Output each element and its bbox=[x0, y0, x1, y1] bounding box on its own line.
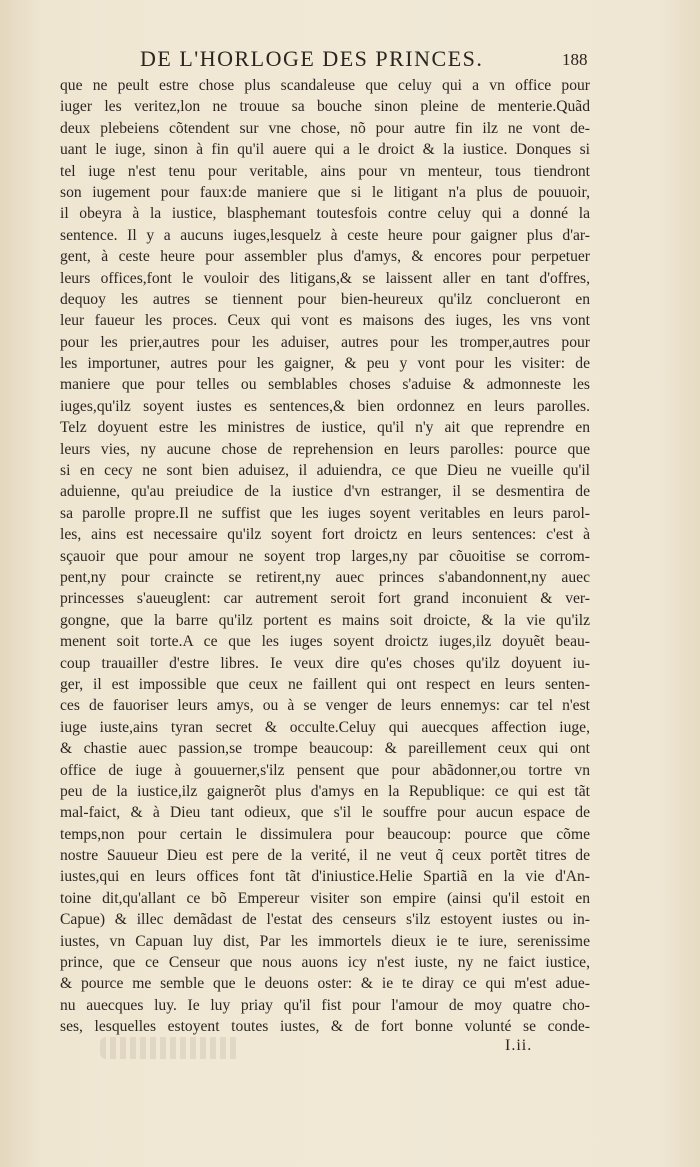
text-line: prince, que ce Censeur que nous auons icy n'est iuste, ny ne faict iustice, bbox=[60, 954, 590, 972]
running-head bbox=[0, 44, 700, 76]
text-line: aduienne, qu'au preiudice de la iustice d'vn estranger, il se desmentira de bbox=[60, 483, 590, 501]
text-line: menent soit torte.A ce que les iuges soyent droictz iuges,ilz doyuẽt beau- bbox=[60, 633, 590, 651]
text-line: mal-faict, & à Dieu tant odieux, que s'il le souffre pour aucun espace de bbox=[60, 804, 590, 822]
text-line: iustes,qui en leurs offices font tãt d'iniustice.Helie Spartiã en la vie d'An- bbox=[60, 868, 590, 886]
text-line: pent,ny pour craincte se retirent,ny auec princes s'abandonnent,ny auec bbox=[60, 568, 590, 586]
signature-mark: I.ii. bbox=[505, 1037, 533, 1054]
text-line: gongne, que la barre qu'ilz portent es mains soit droicte, & la vie qu'ilz bbox=[60, 611, 590, 629]
text-line: pour les prier,autres pour les aduiser, autres pour les tromper,autres pour bbox=[60, 333, 590, 351]
text-line: ger, il est impossible que ceux ne faillent qui ont respect en leurs senten- bbox=[60, 675, 590, 693]
text-line: ces de fauoriser leurs amys, ou à se venger de leurs ennemys: car tel n'est bbox=[60, 697, 590, 715]
text-line: office de iuge à gouuerner,s'ilz pensent que pour abãdonner,ou tortre vn bbox=[60, 761, 590, 779]
text-line: que ne peult estre chose plus scandaleuse que celuy qui a vn office pour bbox=[60, 77, 590, 94]
text-line: & pource me semble que le deuons oster: & ie te diray ce qui m'est adue- bbox=[60, 975, 590, 993]
text-line: nu auecques luy. Ie luy priay qu'il fist pour l'amour de moy quatre cho- bbox=[60, 996, 590, 1014]
page-number: 188 bbox=[562, 50, 588, 69]
text-line: iuges,qu'ilz soyent iustes es sentences,& bien ordonnez en leurs parolles. bbox=[60, 397, 590, 415]
text-line: Telz doyuent estre les ministres de iustice, qu'il n'y ait que reprendre en bbox=[60, 419, 590, 437]
text-line: leurs offices,font le vouloir des litigans,& se laissent aller en tant d'offres, bbox=[60, 269, 590, 287]
text-line: temps,non pour certain le dissimulera pour beaucoup: pource que cõme bbox=[60, 825, 590, 843]
text-line: nostre Sauueur Dieu est pere de la verité, il ne veut q̃ ceux portẽt titres de bbox=[60, 847, 590, 865]
text-line: gent, à ceste heure pour assembler plus d'amys, & encores pour perpetuer bbox=[60, 248, 590, 266]
text-line: toine dit,qu'allant ce bõ Empereur visiter son empire (ainsi qu'il estoit en bbox=[60, 889, 590, 907]
text-line: si en cecy ne sont bien aduisez, il aduiendra, ce que Dieu ne vueille qu'il bbox=[60, 462, 590, 480]
text-line: ses, lesquelles estoyent toutes iustes, & de fort bonne volunté se conde- bbox=[60, 1018, 590, 1036]
text-line: iustes, vn Capuan luy dist, Par les immortels dieux ie te iure, serenissime bbox=[60, 932, 590, 950]
text-line: Capue) & illec demãdast de l'estat des censeurs s'ilz estoyent iustes ou in- bbox=[60, 911, 590, 929]
text-line: deux plebeiens cõtendent sur vne chose, nõ pour autre fin ilz ne vont de- bbox=[60, 119, 590, 137]
text-line: il obeyra à la iustice, blasphemant toutesfois contre celuy qui a donné la bbox=[60, 205, 590, 223]
text-line: tel iuge n'est tenu pour veritable, ains pour vn menteur, tous tiendront bbox=[60, 162, 590, 180]
text-line: dequoy les autres se tiennent pour bien-heureux qu'ilz conclueront en bbox=[60, 290, 590, 308]
text-line: & chastie auec passion,se trompe beaucoup: & pareillement ceux qui ont bbox=[60, 740, 590, 758]
text-line: peu de la iustice,ilz gaignerõt plus d'amys en la Republique: ce qui est tãt bbox=[60, 782, 590, 800]
text-line: uant le iuge, sinon à fin qu'il auere qui a le droict & la iustice. Donques si bbox=[60, 141, 590, 159]
text-line: sa parolle propre.Il ne suffist que les iuges soyent veritables en leurs parol- bbox=[60, 504, 590, 522]
text-line: leurs vies, ny aucune chose de reprehension en leurs parolles: pource que bbox=[60, 440, 590, 458]
text-line: iuger les veritez,lon ne trouue sa bouche sinon pleine de menterie.Quãd bbox=[60, 98, 590, 116]
text-line: coup trauailler d'estre libres. Ie veux dire qu'es choses qu'ilz doyuent iu- bbox=[60, 654, 590, 672]
show-through-ink bbox=[100, 1037, 240, 1059]
text-line: sentence. Il y a aucuns iuges,lesquelz à ceste heure pour gaigner plus d'ar- bbox=[60, 226, 590, 244]
text-line: les importuner, autres pour les gaigner, & peu y vont pour les visiter: de bbox=[60, 355, 590, 373]
text-line: son iugement pour faux:de maniere que si le litigant n'a plus de pouuoir, bbox=[60, 183, 590, 201]
text-line: princesses s'aueuglent: car autrement seroit fort grand inconuient & ver- bbox=[60, 590, 590, 608]
running-title: DE L'HORLOGE DES PRINCES. bbox=[140, 46, 484, 71]
text-line: sçauoir que pour amour ne soyent trop larges,ny par cõuoitise se corrom- bbox=[60, 547, 590, 565]
text-line: leur faueur les proces. Ceux qui vont es maisons des iuges, les vns vont bbox=[60, 312, 590, 330]
text-line: maniere que pour telles ou semblables choses s'aduise & admonneste les bbox=[60, 376, 590, 394]
text-line: iuge iuste,ains tyran secret & occulte.Celuy qui auecques affection iuge, bbox=[60, 718, 590, 736]
text-line: les, ains est necessaire qu'ilz soyent fort droictz en leurs sentences: c'est à bbox=[60, 526, 590, 544]
body-text bbox=[60, 75, 590, 1038]
